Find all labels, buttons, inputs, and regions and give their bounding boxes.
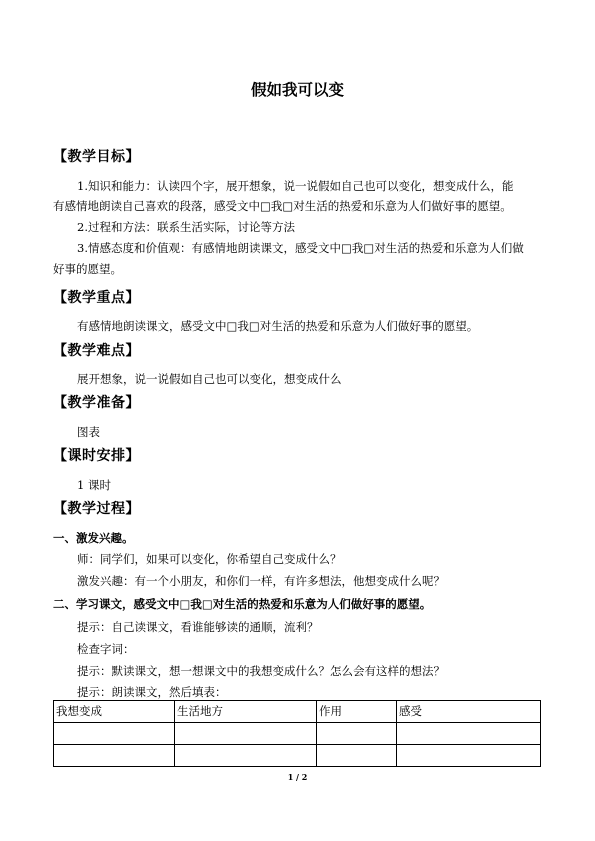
- table-cell: [54, 745, 175, 767]
- key-text: 有感情地朗读课文，感受文中□我□对生活的热爱和乐意为人们做好事的愿望。: [77, 319, 479, 333]
- prep-heading: 【教学准备】: [53, 395, 140, 411]
- goals-line-4: 3.情感态度和价值观：有感情地朗读课文，感受文中□我□对生活的热爱和乐意为人们做: [77, 241, 524, 255]
- process-line-3: 提示：自己读课文，看谁能够读的通顺，流利？: [77, 620, 319, 634]
- schedule-heading: 【课时安排】: [53, 448, 140, 464]
- goals-line-2: 有感情地朗读自己喜欢的段落，感受文中□我□对生活的热爱和乐意为人们做好事的愿望。: [53, 199, 512, 213]
- goals-line-3: 2.过程和方法：联系生活实际，讨论等方法: [77, 220, 295, 234]
- process-line-5: 提示：默读课文，想一想课文中的我想变成什么？怎么会有这样的想法？: [77, 664, 445, 678]
- goals-line-5: 好事的愿望。: [53, 262, 122, 276]
- process-line-6: 提示：朗读课文，然后填表：: [77, 685, 227, 699]
- process-line-2: 激发兴趣：有一个小朋友，和你们一样，有许多想法，他想变成什么呢？: [77, 574, 445, 588]
- table-row: [54, 745, 541, 767]
- page-title: 假如我可以变: [250, 80, 344, 99]
- table-cell: [317, 723, 397, 745]
- prep-text: 图表: [77, 425, 100, 439]
- process-section-1: 一、激发兴趣。: [53, 531, 134, 545]
- table-cell: [54, 723, 175, 745]
- process-line-1: 师：同学们，如果可以变化，你希望自己变成什么？: [77, 552, 342, 566]
- table-header-row: [54, 701, 541, 723]
- table-cell: [317, 745, 397, 767]
- table-header-cell: 生活地方: [175, 701, 317, 723]
- difficulty-heading: 【教学难点】: [53, 343, 140, 359]
- schedule-text: 1 课时: [77, 478, 111, 492]
- table-row: [54, 723, 541, 745]
- key-heading: 【教学重点】: [53, 290, 140, 306]
- table-header-cell: 作用: [317, 701, 397, 723]
- process-line-4: 检查字词：: [77, 642, 135, 656]
- page-number: 1 / 2: [287, 772, 308, 782]
- goals-heading: 【教学目标】: [53, 149, 140, 165]
- table-header-cell: 感受: [397, 701, 541, 723]
- table-header-cell: 我想变成: [54, 701, 175, 723]
- difficulty-text: 展开想象，说一说假如自己也可以变化，想变成什么: [77, 372, 342, 386]
- table-cell: [397, 745, 541, 767]
- fill-table: [53, 700, 541, 767]
- table-cell: [175, 723, 317, 745]
- process-section-2: 二、学习课文，感受文中□我□对生活的热爱和乐意为人们做好事的愿望。: [53, 597, 432, 611]
- process-heading: 【教学过程】: [53, 501, 140, 517]
- goals-line-1: 1.知识和能力：认读四个字，展开想象，说一说假如自己也可以变化，想变成什么，能: [77, 179, 514, 193]
- table-cell: [175, 745, 317, 767]
- table-cell: [397, 723, 541, 745]
